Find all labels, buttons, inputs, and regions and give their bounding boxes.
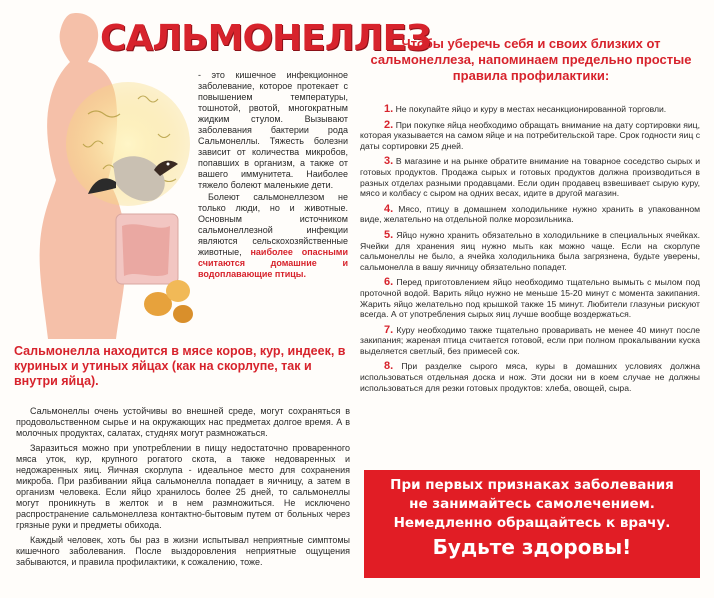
right-column: [356, 4, 706, 594]
rule-text: При разделке сырого мяса, куры в домашних условиях должна использоваться отдельная доска и нож. Эти доски ни в коем случае не должны использоваться для резки готовых продуктов: хлеба, овощей, сыра.: [360, 361, 700, 393]
rule-item: [360, 230, 700, 272]
rule-item: [360, 156, 700, 198]
rule-number: 6.: [384, 276, 394, 289]
body-paragraph-1: Сальмонеллы очень устойчивы во внешней среде, могут сохраняться в продовольственном сырье и на окружающих нас предметах долгое время. А в молочных продуктах, салатах, студнях могут размножаться.: [16, 406, 350, 438]
rule-text: Перед приготовлением яйцо необходимо тщательно вымыть с мылом под проточной водой. Варить яйцо нужно не меньше 15-20 минут с момента закипания. Жарить яйцо желательно под крышкой также 15 минут. Любители глазуньи рискуют всегда. А от употребления сырых яиц лучше вообще воздержаться.: [360, 277, 700, 320]
rules-list: [360, 104, 700, 398]
rule-number: 1.: [384, 103, 394, 115]
rule-text: В магазине и на рынке обратите внимание на товарное соседство сырых и готовых продуктов. Продажа сырых и готовых продуктов должна производиться в разных отделах разными продавцами. Если один продавец взвешивает сырую куру, мясо и колбасу с сыром на одних весах, идите в другой магазин.: [360, 156, 700, 199]
rule-number: 7.: [384, 323, 394, 336]
intro-paragraph-2-start: Болеют сальмонеллезом не только люди, но и животные. Основным источником сальмонеллезной инфекции являются сельскохозяйственные животные,: [198, 192, 348, 257]
egg-icon: [144, 280, 193, 323]
intro-paragraph-2: [198, 192, 348, 280]
meat-heading: Сальмонелла находится в мясе коров, кур, индеек, в куриных и утиных яйцах (как на скорлупе, так и внутри яйца).: [14, 344, 346, 388]
warning-line-2: не занимайтесь самолечением.: [409, 496, 655, 512]
meat-icon: [116, 214, 178, 284]
rules-heading: Чтобы уберечь себя и своих близких от сальмонеллеза, напоминаем предельно простые правила профилактики:: [370, 36, 692, 83]
intro-highlight: наиболее опасными считаются домашние и водоплавающие птицы.: [198, 247, 348, 279]
rule-text: При покупке яйца необходимо обращать внимание на дату сортировки яиц, которая указывается на самом яйце и на потребительской таре. Срок годности яиц с даты сортировки 25 дней.: [360, 119, 700, 151]
warning-banner: [364, 470, 700, 578]
rule-item: [360, 204, 700, 225]
rule-item: [360, 277, 700, 319]
rule-item: [360, 361, 700, 393]
rule-item: [360, 120, 700, 152]
rule-number: 5.: [384, 228, 394, 241]
intro-text: [198, 70, 348, 281]
rule-text: Не покупайте яйцо и куру в местах несанкционированной торговли.: [395, 104, 667, 114]
body-paragraph-2: Заразиться можно при употреблении в пищу недостаточно проваренного мяса уток, кур, крупного рогатого скота, а также недоваренных и недожаренных яиц. Яичная скорлупа - идеальное место для сохранения микроба. При разбивании яйца сальмонелла попадает в яичницу, а затем в организм человека. Если яйцо хранилось более 25 дней, то сальмонеллы могут проникнуть в желток и в нем размножиться. Не исключено распространение сальмонеллеза контактно-бытовым путем от больных через грязные руки и предметы обихода.: [16, 443, 350, 530]
page-title: САЛЬМОНЕЛЛЕЗ: [100, 18, 431, 59]
warning-line-1: При первых признаках заболевания: [390, 477, 674, 493]
warning-line-3: Немедленно обращайтесь к врачу.: [393, 515, 671, 531]
warning-final: Будьте здоровы!: [432, 535, 632, 559]
rule-number: 8.: [384, 360, 394, 373]
rule-item: [360, 104, 700, 115]
rule-number: 3.: [384, 155, 394, 168]
rule-number: 2.: [384, 118, 394, 131]
intro-paragraph: - это кишечное инфекционное заболевание, которое протекает с повышением температуры, тошнотой, рвотой, многократным жидким стулом. Вызывают заболевания бактерии рода Сальмонеллы. Тяжесть болезни зависит от количества микробов, попавших в организм, а также от вашего иммунитета. Наиболее тяжело болеют маленькие дети.: [198, 70, 348, 190]
rule-item: [360, 325, 700, 357]
rule-text: Мясо, птицу в домашнем холодильнике нужно хранить в упакованном виде, желательно на отдельной полке морозильника.: [360, 203, 701, 225]
body-text: [16, 406, 350, 572]
rule-text: Яйцо нужно хранить обязательно в холодильнике в специальных ячейках. Ячейки для хранения яиц нужно мыть как можно чаще. Если на скорлупе сальмонеллы не было, а ячейка холодильника была загрязнена, будьте уверены, сальмонелла в вашу яичницу обязательно попадет.: [360, 229, 701, 272]
left-column: [8, 4, 431, 594]
body-paragraph-3: Каждый человек, хоть бы раз в жизни испытывал неприятные симптомы кишечного заболевания. После выздоровления неприятные ощущения забываются, и правила профилактики, к сожалению, тоже.: [16, 535, 350, 567]
rule-text: Куру необходимо также тщательно проваривать не менее 40 минут после закипания; жареная птица считается готовой, если при полном прокалывании куска выделяется светлый, без примесей сок.: [360, 324, 700, 356]
rule-number: 4.: [384, 202, 394, 215]
